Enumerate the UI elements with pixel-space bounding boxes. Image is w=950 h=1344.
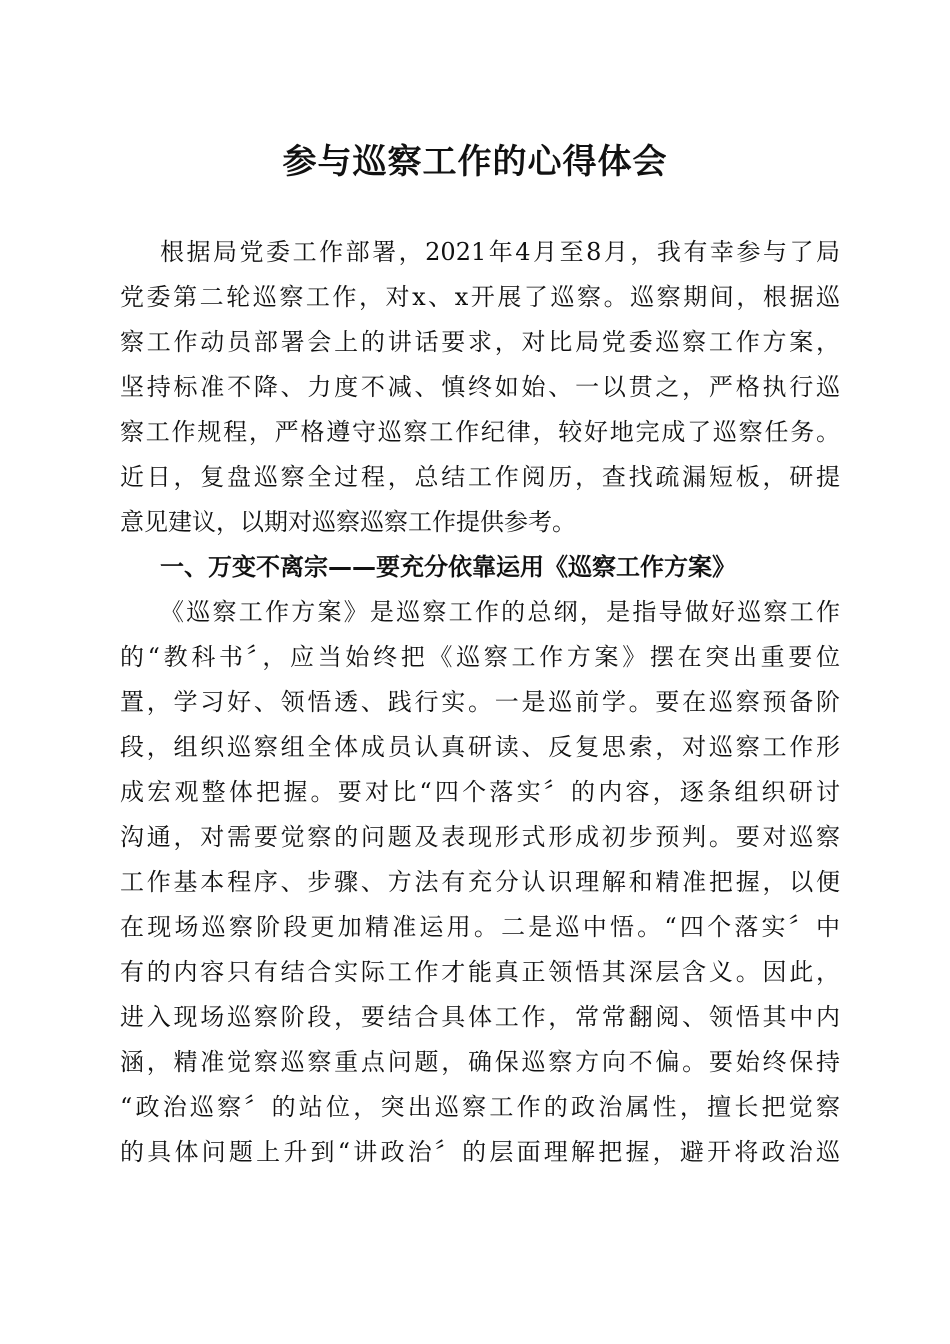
paragraph-line: 段，组织巡察组全体成员认真研读、反复思索，对巡察工作形 [120,733,840,761]
paragraph-line: 进入现场巡察阶段，要结合具体工作，常常翻阅、领悟其中内 [120,1003,840,1031]
paragraph-line: 根据局党委工作部署，2021年4月至8月，我有幸参与了局 [160,238,840,266]
paragraph-line: 《巡察工作方案》是巡察工作的总纲，是指导做好巡察工作 [160,598,840,626]
paragraph-line: 涵，精准觉察巡察重点问题，确保巡察方向不偏。要始终保持 [120,1048,840,1076]
paragraph-line: 意见建议，以期对巡察巡察工作提供参考。 [120,508,576,536]
paragraph-line: 成宏观整体把握。要对比“四个落实〞的内容，逐条组织研讨 [120,778,840,806]
paragraph-line: 察工作规程，严格遵守巡察工作纪律，较好地完成了巡察任务。 [120,418,840,446]
section-heading: 一、万变不离宗——要充分依靠运用《巡察工作方案》 [160,553,736,581]
paragraph-line: 察工作动员部署会上的讲话要求，对比局党委巡察工作方案， [120,328,840,356]
paragraph-line: 置，学习好、领悟透、践行实。一是巡前学。要在巡察预备阶 [120,688,840,716]
paragraph-line: 有的内容只有结合实际工作才能真正领悟其深层含义。因此， [120,958,840,986]
paragraph-line: 沟通，对需要觉察的问题及表现形式形成初步预判。要对巡察 [120,823,840,851]
paragraph-line: 的“教科书〞，应当始终把《巡察工作方案》摆在突出重要位 [120,643,840,671]
paragraph-line: 坚持标准不降、力度不减、慎终如始、一以贯之，严格执行巡 [120,373,840,401]
paragraph-line: 工作基本程序、步骤、方法有充分认识理解和精准把握，以便 [120,868,840,896]
paragraph-line: 在现场巡察阶段更加精准运用。二是巡中悟。“四个落实〞中 [120,913,840,941]
paragraph-line: 近日，复盘巡察全过程，总结工作阅历，查找疏漏短板，研提 [120,463,840,491]
paragraph-line: 党委第二轮巡察工作，对x、x开展了巡察。巡察期间，根据巡 [120,283,840,311]
paragraph-line: 的具体问题上升到“讲政治〞的层面理解把握，避开将政治巡 [120,1138,840,1166]
document-title: 参与巡察工作的心得体会 [282,142,668,182]
paragraph-line: “政治巡察〞的站位，突出巡察工作的政治属性，擅长把觉察 [120,1093,840,1121]
